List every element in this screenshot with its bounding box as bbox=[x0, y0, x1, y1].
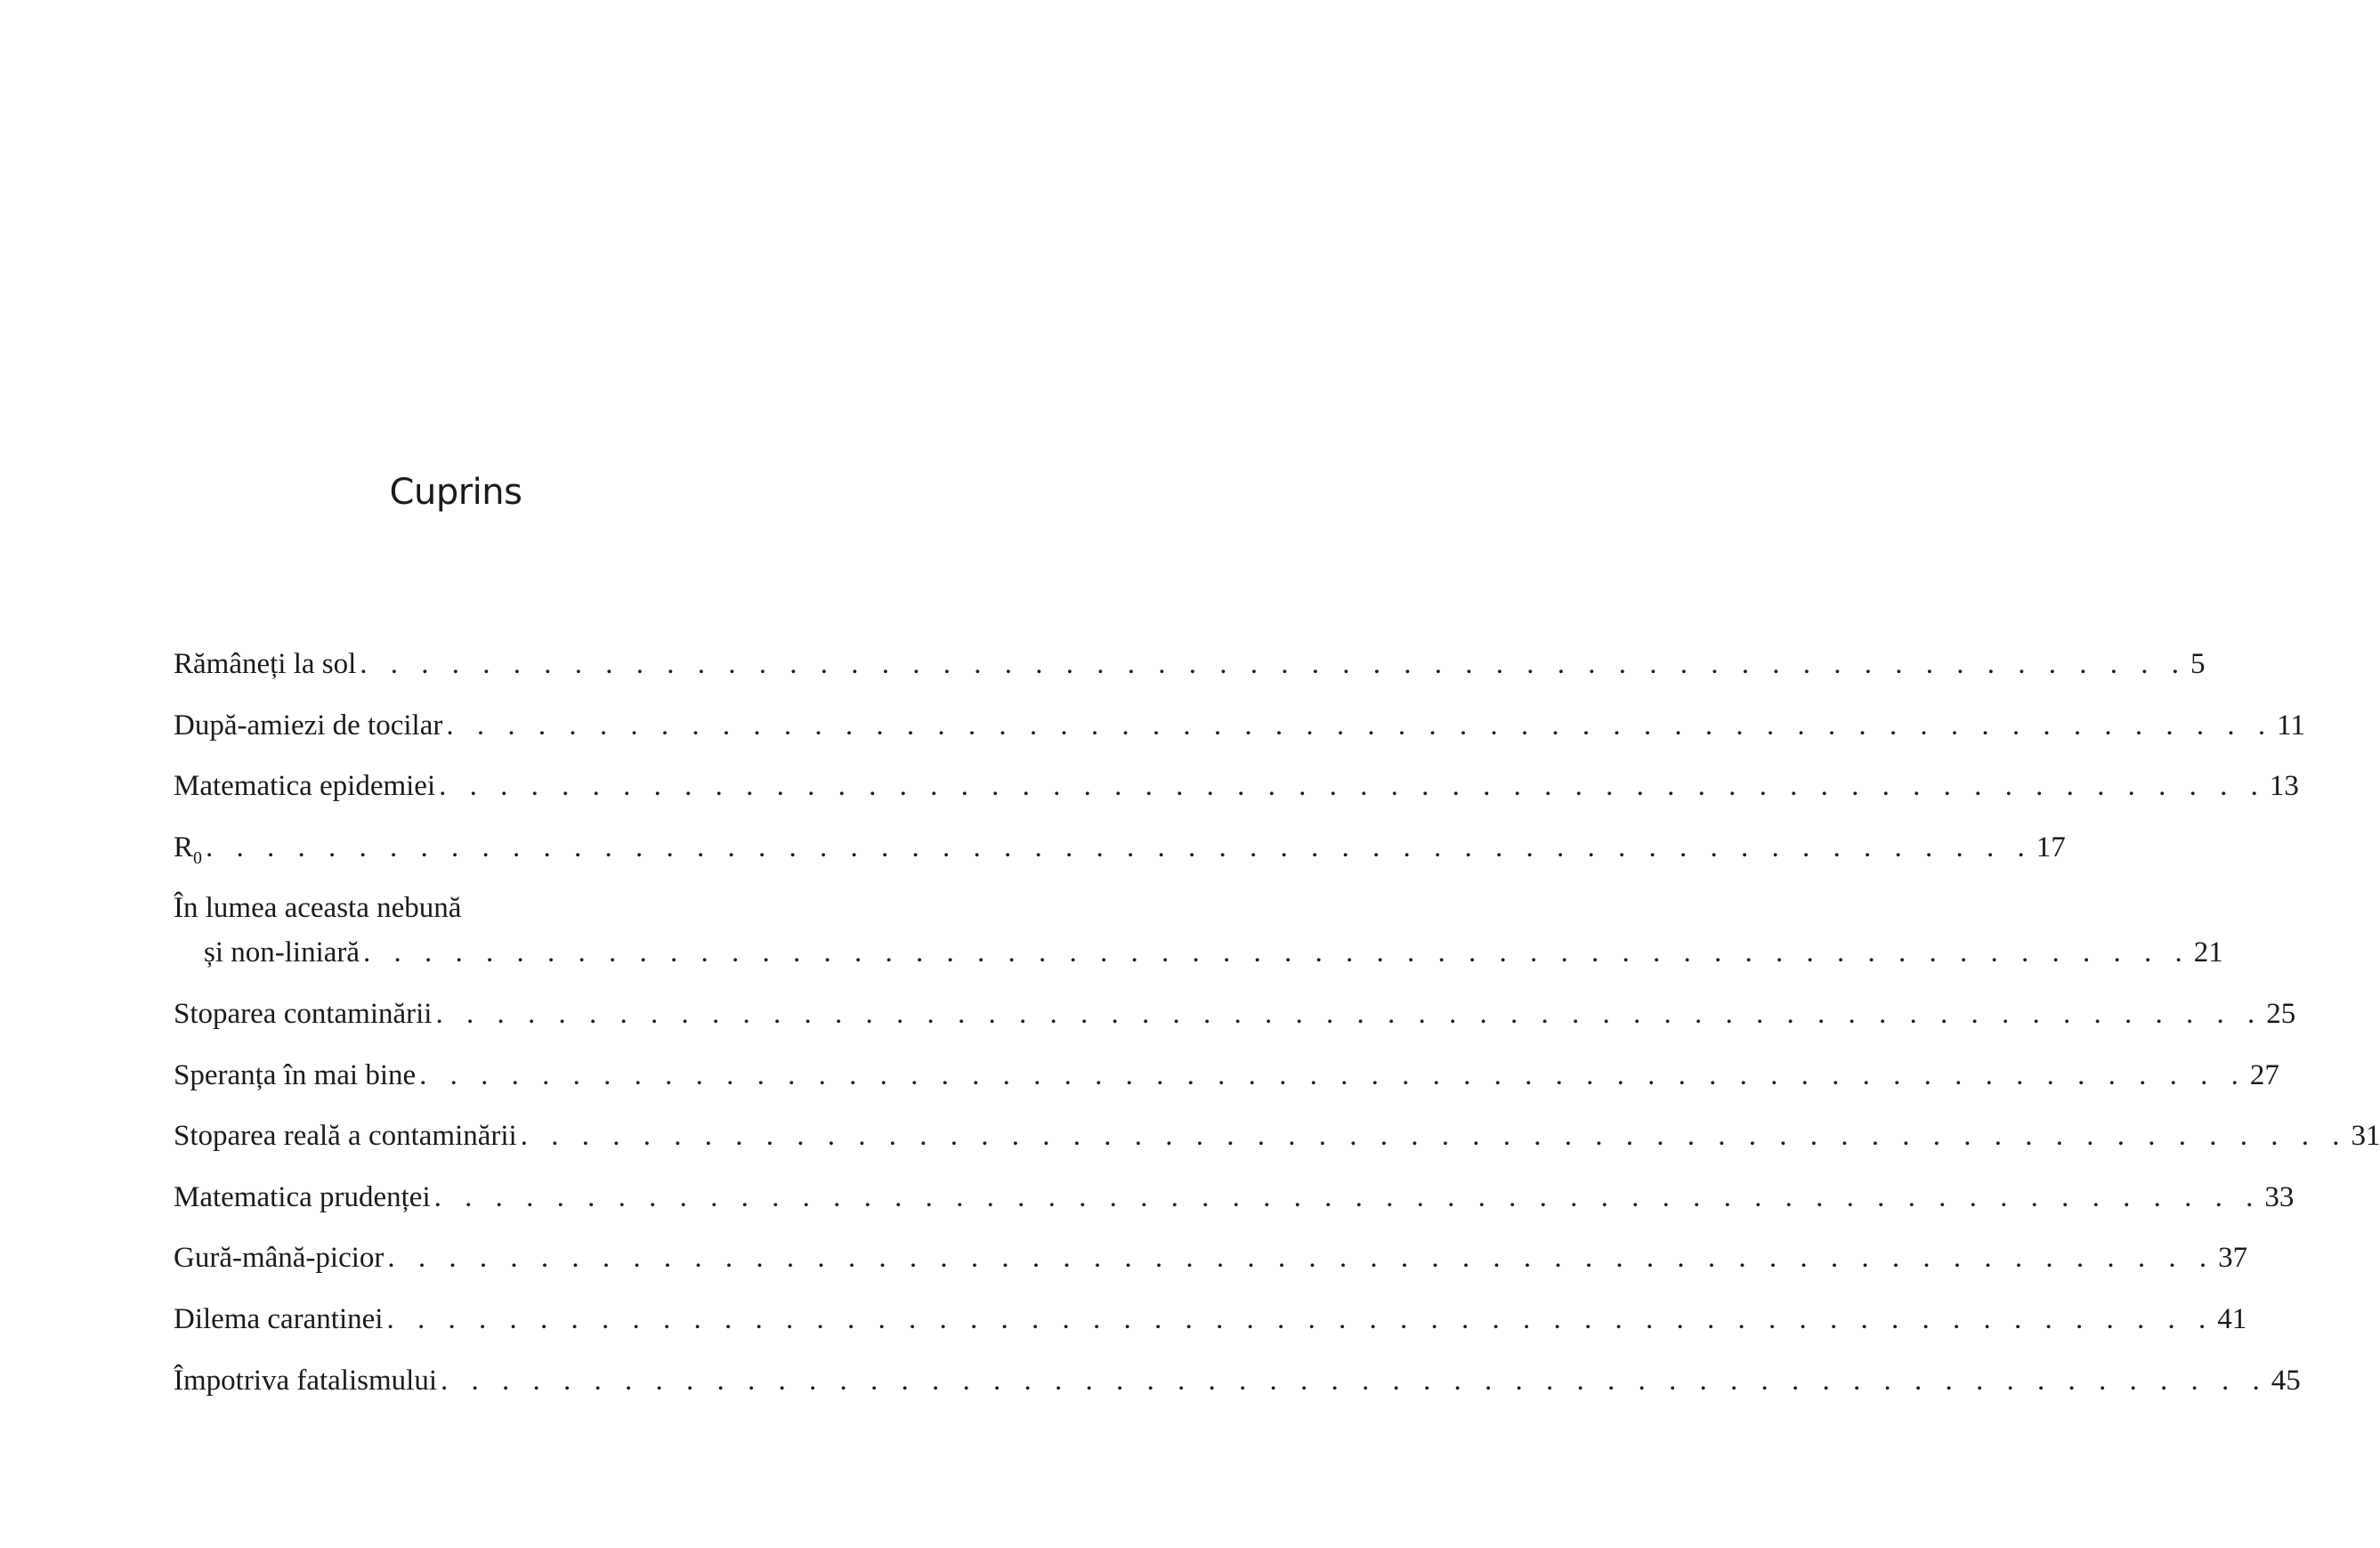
page-title: Cuprins bbox=[389, 472, 522, 513]
dot-leader: . . . . . . . . . . . . . . . . . . . . . . . . . . . . . . . . . . . . . . . . . . . . . . . . . . . . . . . . . . . . bbox=[419, 1058, 2246, 1091]
toc-entry-title: Stoparea contaminării bbox=[174, 997, 433, 1030]
toc-entry-page: 25 bbox=[2266, 997, 2296, 1030]
toc-entry-subscript: 0 bbox=[193, 847, 203, 868]
toc-entry-page: 33 bbox=[2264, 1180, 2295, 1213]
toc-entry-title: Speranța în mai bine bbox=[174, 1058, 417, 1091]
dot-leader: . . . . . . . . . . . . . . . . . . . . . . . . . . . . . . . . . . . . . . . . . . . . . . . . . . . . . . . . . . . . bbox=[433, 1180, 2262, 1213]
dot-leader: . . . . . . . . . . . . . . . . . . . . . . . . . . . . . . . . . . . . . . . . . . . . . . . . . . . . . . . . . . . . bbox=[387, 1242, 2215, 1275]
toc-entry-title: Împotriva fatalismului bbox=[174, 1364, 438, 1397]
toc-entry-page: 5 bbox=[2190, 648, 2206, 680]
toc-entry[interactable] bbox=[174, 830, 2066, 891]
toc-entry[interactable] bbox=[174, 1058, 2279, 1119]
toc-entry-title: Gură-mână-picior bbox=[174, 1242, 385, 1275]
toc-entry[interactable] bbox=[174, 1118, 2380, 1179]
toc-entry-page: 27 bbox=[2249, 1058, 2279, 1091]
toc-entry-page: 31 bbox=[2351, 1120, 2380, 1153]
toc-entry[interactable] bbox=[174, 1240, 2248, 1301]
toc-entry-title: Matematica epidemiei bbox=[174, 770, 436, 803]
toc-entry-title: În lumea aceasta nebună bbox=[174, 892, 462, 925]
toc-entry[interactable] bbox=[174, 996, 2296, 1058]
dot-leader: . . . . . . . . . . . . . . . . . . . . . . . . . . . . . . . . . . . . . . . . . . . . . . . . . . . . . . . . . . . . bbox=[363, 936, 2190, 969]
toc-entry[interactable] bbox=[174, 935, 2223, 996]
dot-leader: . . . . . . . . . . . . . . . . . . . . . . . . . . . . . . . . . . . . . . . . . . . . . . . . . . . . . . . . . . . . bbox=[520, 1120, 2348, 1153]
toc-entry-title: După-amiezi de tocilar bbox=[174, 709, 443, 742]
toc-entry-page: 37 bbox=[2218, 1242, 2248, 1275]
toc-entry-title: Dilema carantinei bbox=[174, 1302, 384, 1335]
toc-entry-line bbox=[174, 890, 792, 935]
toc-entry-page: 21 bbox=[2193, 936, 2223, 969]
toc-entry[interactable] bbox=[174, 708, 2305, 769]
dot-leader: . . . . . . . . . . . . . . . . . . . . . . . . . . . . . . . . . . . . . . . . . . . . . . . . . . . . . . . . . . . . bbox=[386, 1302, 2214, 1335]
toc-entry-title: Rămâneți la sol bbox=[174, 648, 357, 680]
dot-leader: . . . . . . . . . . . . . . . . . . . . . . . . . . . . . . . . . . . . . . . . . . . . . . . . . . . . . . . . . . . . bbox=[360, 648, 2188, 680]
toc-entry[interactable] bbox=[174, 1363, 2301, 1424]
toc-entry-page: 45 bbox=[2271, 1364, 2301, 1397]
table-of-contents bbox=[174, 646, 2380, 1423]
dot-leader: . . . . . . . . . . . . . . . . . . . . . . . . . . . . . . . . . . . . . . . . . . . . . . . . . . . . . . . . . . . . bbox=[446, 709, 2274, 742]
toc-entry[interactable] bbox=[174, 646, 2206, 708]
toc-entry[interactable] bbox=[174, 1301, 2247, 1363]
toc-entry-page: 11 bbox=[2277, 709, 2305, 742]
toc-entry-title: Stoparea reală a contaminării bbox=[174, 1120, 517, 1153]
toc-entry-title-cont: și non-liniară bbox=[204, 936, 360, 969]
toc-entry-title-base: R bbox=[174, 831, 194, 863]
toc-entry[interactable] bbox=[174, 1179, 2295, 1241]
dot-leader: . . . . . . . . . . . . . . . . . . . . . . . . . . . . . . . . . . . . . . . . . . . . . . . . . . . . . . . . . . . . bbox=[439, 770, 2266, 803]
toc-entry-title bbox=[174, 830, 202, 876]
dot-leader: . . . . . . . . . . . . . . . . . . . . . . . . . . . . . . . . . . . . . . . . . . . . . . . . . . . . . . . . . . . . bbox=[441, 1364, 2268, 1397]
toc-entry-page: 13 bbox=[2269, 770, 2299, 803]
toc-entry[interactable] bbox=[174, 768, 2299, 830]
toc-entry-page: 17 bbox=[2036, 831, 2066, 863]
toc-entry-title: Matematica prudenței bbox=[174, 1180, 431, 1213]
toc-entry-page: 41 bbox=[2217, 1302, 2247, 1335]
dot-leader: . . . . . . . . . . . . . . . . . . . . . . . . . . . . . . . . . . . . . . . . . . . . . . . . . . . . . . . . . . . . bbox=[206, 831, 2033, 863]
dot-leader: . . . . . . . . . . . . . . . . . . . . . . . . . . . . . . . . . . . . . . . . . . . . . . . . . . . . . . . . . . . . bbox=[435, 997, 2263, 1030]
